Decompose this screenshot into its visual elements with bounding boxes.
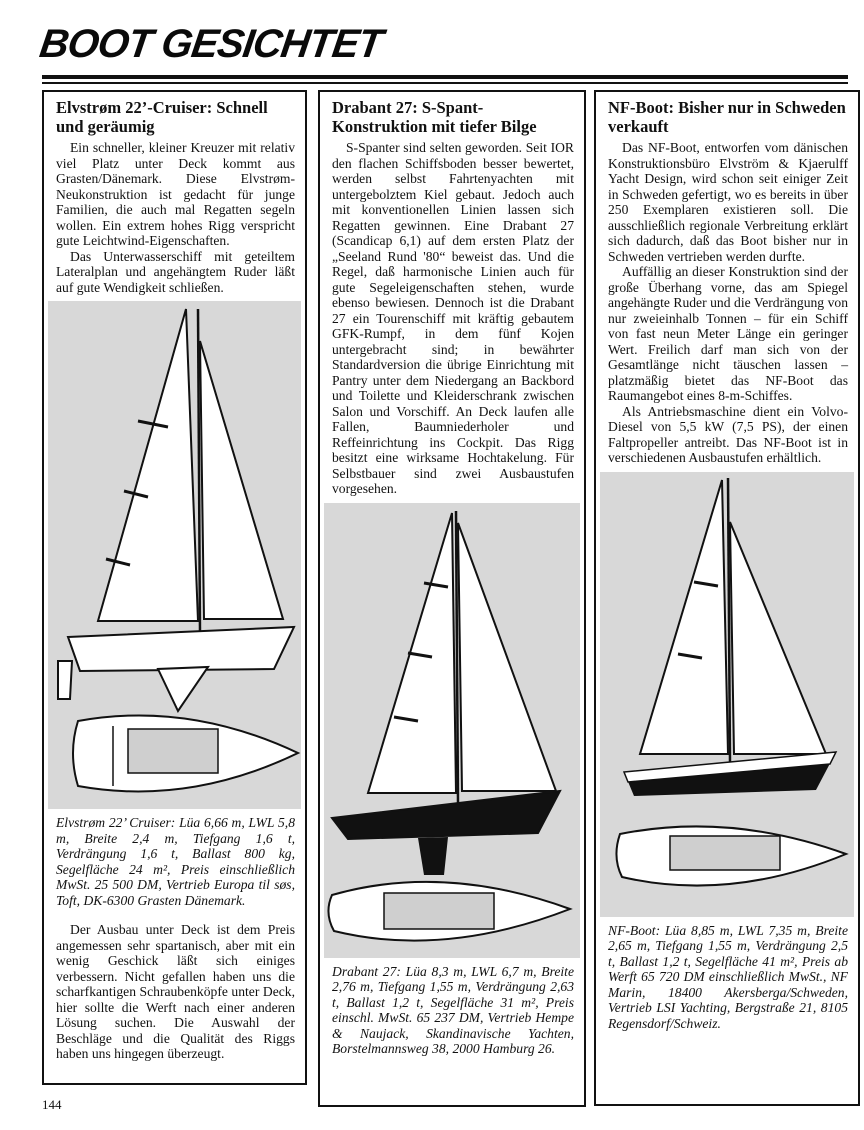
article-paragraph: Der Ausbau unter Deck ist dem Preis angemessen sehr spartanisch, aber mit ein wenig Geschick läßt sich einiges verbessern. Nicht gefallen haben uns die scharfkantigen Schraubenköpfe unter Deck, hier sollte die Werft nach einer anderen Lösung suchen. Die Auswahl der Beschläge und die Qualität des Riggs haben uns hingegen überzeugt. [56, 922, 295, 1061]
article-nf-boot [594, 90, 860, 1106]
article-paragraph: Ein schneller, kleiner Kreuzer mit relativ viel Platz unter Deck kommt aus Grasten/Dänemark. Diese Elvstrøm-Neukonstruktion ist gedacht für junge Familien, die auch mal Regatten segeln wollen. Ein extrem hohes Rigg verspricht gute Leichtwind-Eigenschaften. [56, 140, 295, 248]
section-masthead: BOOT GESICHTET [36, 22, 385, 66]
top-rule [42, 75, 848, 79]
boat-drawing [324, 503, 580, 958]
article-drabant [318, 90, 586, 1107]
article-paragraph: S-Spanter sind selten geworden. Seit IOR den flachen Schiffsboden besser bewertet, werden selbst Fahrtenyachten mit untergebolztem Kiel gebaut. Jedoch auch mit konventionellen Linien lassen sich Regatten gewinnen. Eine Drabant 27 (Scandicap 6,1) auf dem ersten Platz der „Seeland Rund '80“ beweist das. Und die Regel, daß harmonische Linien auch für gute Segeleigenschaften stehen, wurde ebenso bewiesen. Dennoch ist die Drabant 27 ein Tourenschiff mit kräftig gebautem GFK-Rumpf, in dem fünf Kojen untergebracht sind; in bewährter Standardversion die übrige Einrichtung mit Pantry unter dem Niedergang an Backbord und Toilette und Kleiderschrank zwischen Salon und Vorschiff. An Deck laufen alle Fallen, Baumniederholer und Reffeinrichtung ins Cockpit. Das Rigg besitzt eine wirksame Hochtakelung. Für Selbstbauer sind zwei Ausbaustufen vorgesehen. [332, 140, 574, 496]
boat-drawing [600, 472, 854, 917]
article-paragraph: Auffällig an dieser Konstruktion sind der große Überhang vorne, das am Spiegel angehängte Ruder und die Verdrängung von nur zweieinhalb Tonnen – für ein Schiff von fast neun Meter Länge ein geringer Wert. Freilich darf man sich von der Gesamtlänge nicht täuschen lassen – platzmäßig bietet das NF-Boot das Raumangebot eines 8-m-Schiffes. [608, 264, 848, 403]
article-headline: NF-Boot: Bisher nur in Schweden verkauft [608, 98, 846, 136]
top-rule-thin [42, 82, 848, 84]
spec-caption: Elvstrøm 22’ Cruiser: Lüa 6,66 m, LWL 5,8 m, Breite 2,4 m, Tiefgang 1,6 t, Verdrängung 1,6 t, Ballast 800 kg, Segelfläche 24 m², Preis einschließlich MwSt. 25 500 DM, Vertrieb Europa til søs, Toft, DK-6300 Grasten Dänemark. [56, 815, 295, 908]
article-paragraph: Als Antriebsmaschine dient ein Volvo-Diesel von 5,5 kW (7,5 PS), der einen Faltpropeller antreibt. Das NF-Boot ist in verschiedenen Ausbaustufen erhältlich. [608, 403, 848, 465]
article-headline: Elvstrøm 22’-Cruiser: Schnell und geräumig [56, 98, 268, 136]
article-headline: Drabant 27: S-Spant-Konstruktion mit tiefer Bilge [332, 98, 537, 136]
spec-caption: Drabant 27: Lüa 8,3 m, LWL 6,7 m, Breite 2,76 m, Tiefgang 1,55 m, Verdrängung 2,63 t, Ballast 1,2 t, Segelfläche 31 m², Preis einschl. MwSt. 65 237 DM, Vertrieb Hempe & Naujack, Skandinavische Yachten, Borstelmannsweg 38, 2000 Hamburg 26. [332, 963, 574, 1056]
page-number: 144 [42, 1097, 62, 1112]
article-paragraph: Das Unterwasserschiff mit geteiltem Lateralplan und angehängtem Ruder läßt auf gute Wendigkeit schließen. [56, 248, 295, 295]
spec-caption: NF-Boot: Lüa 8,85 m, LWL 7,35 m, Breite 2,65 m, Tiefgang 1,55 m, Verdrängung 2,5 t, Ballast 1,2 t, Segelfläche 41 m², Preis ab Werft 65 720 DM einschließlich MwSt., NF Marin, 18400 Akersberga/Schweden, Vertrieb LSI Yachting, Bergstraße 21, 8105 Regensdorf/Schweiz. [608, 922, 848, 1031]
boat-drawing [48, 301, 301, 809]
article-paragraph: Das NF-Boot, entworfen vom dänischen Konstruktionsbüro Elvström & Kjaerulff Yacht Design, wird schon seit einiger Zeit in Schweden gefertigt, wo es bereits in über 250 Exemplaren existieren soll. Die ausschließlich regionale Verbreitung erklärt sich dadurch, daß das Boot bisher nur in Schweden vertrieben werden durfte. [608, 140, 848, 264]
article-elvstrom [42, 90, 307, 1085]
